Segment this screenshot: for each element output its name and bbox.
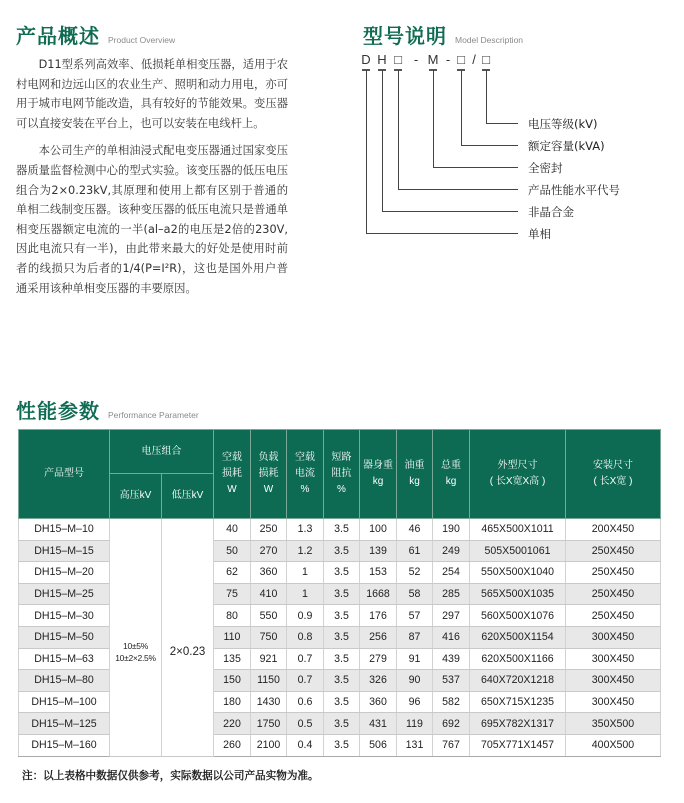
cell-model: DH15–M–125 [19, 713, 110, 735]
cell-oil: 61 [397, 540, 433, 562]
header-model: 产品型号 [19, 430, 110, 519]
cell-core: 176 [360, 605, 397, 627]
overview-title-cn: 产品概述 [16, 24, 100, 48]
cell-imp: 3.5 [324, 713, 360, 735]
cell-oil: 52 [397, 562, 433, 584]
cell-ll: 750 [251, 626, 287, 648]
cell-dim: 465X500X1011 [470, 519, 566, 541]
performance-title-cn: 性能参数 [16, 399, 100, 423]
cell-nlc: 0.7 [287, 648, 324, 670]
cell-mount: 300X450 [566, 691, 661, 713]
cell-nll: 260 [214, 734, 251, 756]
cell-imp: 3.5 [324, 519, 360, 541]
leader-line [398, 70, 399, 189]
performance-heading [16, 395, 199, 424]
header-impedance: 短路 阻抗 % [324, 430, 360, 519]
overview-paragraph: D11型系列高效率、低损耗单相变压器，适用于农村电网和边远山区的农业生产、照明和动力用电，亦可用于城市电网节能改造，具有较好的节能效果。变压器可以直接安装在平台上，也可以安装在电线杆上。 [16, 58, 288, 130]
cell-core: 431 [360, 713, 397, 735]
cell-nlc: 0.7 [287, 670, 324, 692]
performance-table-body [19, 519, 661, 757]
cell-mount: 400X500 [566, 734, 661, 756]
cell-mount: 300X450 [566, 648, 661, 670]
header-oil-weight: 油重 kg [397, 430, 433, 519]
hv-value: 10±2×2.5% [115, 653, 156, 664]
cell-oil: 131 [397, 734, 433, 756]
cell-model: DH15–M–80 [19, 670, 110, 692]
header-no-load-loss: 空载 损耗 W [214, 430, 251, 519]
leader-line [366, 70, 367, 233]
cell-nlc: 1.2 [287, 540, 324, 562]
cell-imp: 3.5 [324, 562, 360, 584]
cell-mount: 200X450 [566, 519, 661, 541]
cell-model: DH15–M–100 [19, 691, 110, 713]
cell-dim: 565X500X1035 [470, 583, 566, 605]
cell-model: DH15–M–30 [19, 605, 110, 627]
cell-oil: 91 [397, 648, 433, 670]
cell-nll: 220 [214, 713, 251, 735]
cell-total: 285 [433, 583, 470, 605]
cell-total: 767 [433, 734, 470, 756]
cell-nlc: 0.4 [287, 734, 324, 756]
header-lv: 低压kV [162, 474, 214, 519]
cell-nlc: 0.5 [287, 713, 324, 735]
cell-model: DH15–M–15 [19, 540, 110, 562]
cell-nll: 50 [214, 540, 251, 562]
leader-line [382, 70, 383, 211]
table-row [19, 519, 661, 541]
cell-lv-voltage: 2×0.23 [162, 519, 214, 757]
cell-ll: 270 [251, 540, 287, 562]
cell-imp: 3.5 [324, 605, 360, 627]
cell-mount: 300X450 [566, 626, 661, 648]
cell-hv-voltage [110, 519, 162, 757]
cell-dim: 550X500X1040 [470, 562, 566, 584]
table-note: 注：以上表格中数据仅供参考，实际数据以公司产品实物为准。 [22, 770, 319, 782]
code-placeholder-voltage: □ [482, 52, 490, 67]
code-dash: - [445, 52, 451, 67]
leader-line [433, 167, 518, 168]
cell-dim: 620X500X1154 [470, 626, 566, 648]
label-amorphous-alloy: 非晶合金 [528, 205, 574, 219]
leader-line [366, 233, 518, 234]
cell-ll: 410 [251, 583, 287, 605]
cell-nll: 180 [214, 691, 251, 713]
cell-dim: 640X720X1218 [470, 670, 566, 692]
label-rated-capacity: 额定容量(kVA) [528, 139, 605, 153]
cell-nll: 135 [214, 648, 251, 670]
cell-core: 256 [360, 626, 397, 648]
cell-oil: 87 [397, 626, 433, 648]
cell-ll: 250 [251, 519, 287, 541]
header-core-weight: 器身重 kg [360, 430, 397, 519]
cell-dim: 620X500X1166 [470, 648, 566, 670]
cell-model: DH15–M–20 [19, 562, 110, 584]
cell-total: 416 [433, 626, 470, 648]
cell-core: 326 [360, 670, 397, 692]
performance-title-en: Performance Parameter [108, 410, 199, 420]
cell-ll: 921 [251, 648, 287, 670]
cell-oil: 57 [397, 605, 433, 627]
cell-imp: 3.5 [324, 670, 360, 692]
cell-mount: 300X450 [566, 670, 661, 692]
hv-value: 10±5% [123, 641, 148, 652]
cell-total: 692 [433, 713, 470, 735]
cell-imp: 3.5 [324, 626, 360, 648]
label-fully-sealed: 全密封 [528, 161, 563, 175]
cell-model: DH15–M–160 [19, 734, 110, 756]
label-voltage-class: 电压等级(kV) [528, 117, 598, 131]
cell-nlc: 1 [287, 562, 324, 584]
cell-nll: 62 [214, 562, 251, 584]
cell-mount: 250X450 [566, 562, 661, 584]
code-letter-m: M [427, 52, 439, 67]
label-single-phase: 单相 [528, 227, 551, 241]
cell-oil: 90 [397, 670, 433, 692]
cell-model: DH15–M–50 [19, 626, 110, 648]
cell-oil: 96 [397, 691, 433, 713]
header-load-loss: 负载 损耗 W [251, 430, 287, 519]
cell-total: 254 [433, 562, 470, 584]
cell-core: 139 [360, 540, 397, 562]
cell-core: 506 [360, 734, 397, 756]
header-voltage-group: 电压组合 [110, 430, 214, 474]
cell-oil: 119 [397, 713, 433, 735]
cell-model: DH15–M–63 [19, 648, 110, 670]
leader-line [486, 70, 487, 123]
model-title-en: Model Description [455, 35, 524, 45]
cell-ll: 360 [251, 562, 287, 584]
model-title-cn: 型号说明 [363, 24, 447, 48]
cell-nlc: 1 [287, 583, 324, 605]
cell-mount: 250X450 [566, 605, 661, 627]
cell-mount: 250X450 [566, 583, 661, 605]
code-dash: - [413, 52, 419, 67]
leader-line [461, 70, 462, 145]
cell-nlc: 1.3 [287, 519, 324, 541]
cell-total: 537 [433, 670, 470, 692]
cell-model: DH15–M–25 [19, 583, 110, 605]
cell-dim: 695X782X1317 [470, 713, 566, 735]
code-letter-d: D [361, 52, 371, 67]
label-performance-code: 产品性能水平代号 [528, 183, 620, 197]
cell-ll: 1750 [251, 713, 287, 735]
header-mounting: 安装尺寸 ( 长X宽 ) [566, 430, 661, 519]
cell-model: DH15–M–10 [19, 519, 110, 541]
cell-imp: 3.5 [324, 734, 360, 756]
code-slash: / [472, 52, 476, 67]
cell-oil: 46 [397, 519, 433, 541]
cell-ll: 550 [251, 605, 287, 627]
cell-nll: 40 [214, 519, 251, 541]
cell-nlc: 0.6 [287, 691, 324, 713]
leader-line [398, 189, 518, 190]
cell-core: 360 [360, 691, 397, 713]
cell-total: 190 [433, 519, 470, 541]
leader-line [486, 123, 518, 124]
cell-oil: 58 [397, 583, 433, 605]
cell-core: 100 [360, 519, 397, 541]
performance-table [18, 429, 661, 757]
cell-ll: 1150 [251, 670, 287, 692]
leader-line [382, 211, 518, 212]
cell-dim: 505X5001061 [470, 540, 566, 562]
cell-imp: 3.5 [324, 691, 360, 713]
cell-ll: 1430 [251, 691, 287, 713]
cell-nll: 80 [214, 605, 251, 627]
cell-core: 1668 [360, 583, 397, 605]
cell-core: 153 [360, 562, 397, 584]
cell-mount: 250X450 [566, 540, 661, 562]
header-hv: 高压kV [110, 474, 162, 519]
cell-imp: 3.5 [324, 648, 360, 670]
cell-dim: 650X715X1235 [470, 691, 566, 713]
cell-nll: 75 [214, 583, 251, 605]
header-dimensions: 外型尺寸 ( 长X宽X高 ) [470, 430, 566, 519]
model-code-diagram [0, 0, 684, 260]
code-letter-h: H [377, 52, 387, 67]
header-total-weight: 总重 kg [433, 430, 470, 519]
code-placeholder-performance: □ [394, 52, 402, 67]
cell-total: 297 [433, 605, 470, 627]
code-placeholder-capacity: □ [457, 52, 465, 67]
leader-line [461, 145, 518, 146]
cell-nll: 150 [214, 670, 251, 692]
cell-total: 249 [433, 540, 470, 562]
overview-paragraph: 本公司生产的单相油浸式配电变压器通过国家变压器质量监督检测中心的型式实验。该变压器的低压电压组合为2×0.23kV,其原理和使用上都有区别于普通的单相二线制变压器。该种变压器的低压电流只是普通单相变压器额定电流的一半(al–a2的电压是2倍的230V,因此电流只有一半)，由此带来最大的好处是使用时前者的线损只为后者的1/4(P=I²R)，这也是国外用户普通采用该种单相变压器的丰要原因。 [16, 144, 288, 295]
cell-nlc: 0.8 [287, 626, 324, 648]
header-no-load-current: 空载 电流 % [287, 430, 324, 519]
leader-line [433, 70, 434, 167]
overview-title-en: Product Overview [108, 35, 176, 45]
cell-dim: 705X771X1457 [470, 734, 566, 756]
cell-core: 279 [360, 648, 397, 670]
cell-imp: 3.5 [324, 583, 360, 605]
cell-mount: 350X500 [566, 713, 661, 735]
cell-total: 582 [433, 691, 470, 713]
cell-dim: 560X500X1076 [470, 605, 566, 627]
cell-ll: 2100 [251, 734, 287, 756]
cell-total: 439 [433, 648, 470, 670]
cell-nlc: 0.9 [287, 605, 324, 627]
cell-imp: 3.5 [324, 540, 360, 562]
cell-nll: 110 [214, 626, 251, 648]
